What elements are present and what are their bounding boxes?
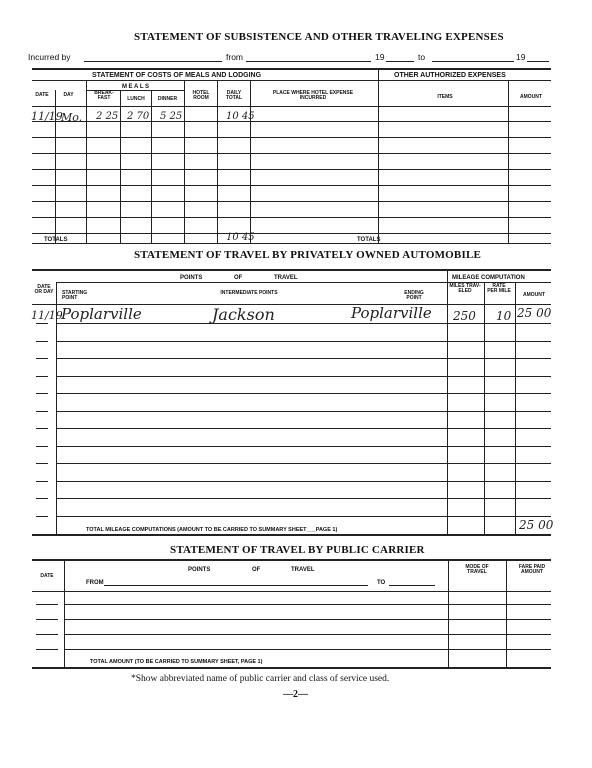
auto-row-rule xyxy=(56,393,551,394)
auto-date-row-rule xyxy=(36,498,48,499)
meals-column-rule xyxy=(250,80,251,243)
col-lunch-header: LUNCH xyxy=(127,96,145,102)
meals-row-rule xyxy=(32,217,551,218)
carrier-row-rule xyxy=(64,634,551,635)
meals-entry-dinner: 5 25 xyxy=(160,111,183,122)
carrier-column-rule xyxy=(448,559,449,667)
auto-date-row-rule xyxy=(36,393,48,394)
meals-entry-daily-total: 10 45 xyxy=(226,111,255,122)
other-totals-label: TOTALS xyxy=(357,237,381,243)
auto-entry-end: Poplarville xyxy=(351,304,432,322)
meals-column-rule xyxy=(55,90,56,243)
col-day-header: DAY xyxy=(63,92,74,98)
auto-row-rule xyxy=(56,428,551,429)
page-title: STATEMENT OF SUBSISTENCE AND OTHER TRAVELING EXPENSES xyxy=(134,31,504,43)
meals-group-label: MEALS xyxy=(122,84,151,90)
auto-entry-amount: 25 00 xyxy=(517,306,552,320)
auto-date-row-rule xyxy=(36,341,48,342)
to-label: to xyxy=(418,52,426,62)
auto-col-start-header: STARTING POINT xyxy=(62,290,88,302)
carrier-row-rule xyxy=(64,619,551,620)
auto-date-row-rule xyxy=(36,411,48,412)
auto-entry-intermediate: Jackson xyxy=(212,305,275,324)
meals-row-rule xyxy=(32,121,551,122)
meals-entry-breakfast: 2 25 xyxy=(96,111,119,122)
mileage-computation-label: MILEAGE COMPUTATION xyxy=(452,275,525,281)
auto-column-rule xyxy=(484,282,485,534)
meals-column-rule xyxy=(378,68,379,243)
auto-row-rule xyxy=(56,358,551,359)
meals-entry-date: 11/19 xyxy=(31,110,63,123)
col-hotel-header: HOTEL ROOM xyxy=(192,90,210,102)
meals-entry-lunch: 2 70 xyxy=(127,111,150,122)
auto-col-end-header: ENDING POINT xyxy=(404,290,424,302)
auto-date-row-rule xyxy=(36,481,48,482)
auto-row-rule xyxy=(56,498,551,499)
auto-date-row-rule xyxy=(36,323,48,324)
auto-table-bottom-rule xyxy=(32,534,551,536)
col-place-header: PLACE WHERE HOTEL EXPENSE INCURRED xyxy=(272,90,354,102)
auto-row-rule xyxy=(56,376,551,377)
meals-column-rule xyxy=(86,80,87,243)
col-amount-header: AMOUNT xyxy=(520,94,542,100)
meals-row-rule xyxy=(32,201,551,202)
carrier-col-fare-header: FARE PAID AMOUNT xyxy=(518,564,546,576)
carrier-total-label: TOTAL AMOUNT (TO BE CARRIED TO SUMMARY SHEET, PAGE 1) xyxy=(90,659,263,665)
col-dinner-header: DINNER xyxy=(157,96,178,102)
auto-row-rule xyxy=(56,341,551,342)
meals-header-bottom-rule xyxy=(32,106,551,107)
col-breakfast-header: BREAK-FAST xyxy=(94,90,114,102)
auto-row-rule xyxy=(56,446,551,447)
other-expenses-title: OTHER AUTHORIZED EXPENSES xyxy=(394,72,506,79)
auto-entry-date: 11/19 xyxy=(31,309,63,322)
meals-totals-daily: 10 45 xyxy=(226,232,255,243)
year-line-2[interactable] xyxy=(527,61,549,62)
auto-total-label: TOTAL MILEAGE COMPUTATIONS (AMOUNT TO BE CARRIED TO SUMMARY SHEET___PAGE 1) xyxy=(86,527,338,533)
carrier-of-label: OF xyxy=(252,567,261,573)
year-line-1[interactable] xyxy=(386,61,414,62)
page-number: —2— xyxy=(283,689,308,700)
carrier-date-row-rule xyxy=(36,619,58,620)
auto-table-top-rule xyxy=(32,269,551,271)
meals-column-rule xyxy=(151,90,152,243)
auto-row-rule xyxy=(56,323,551,324)
carrier-to-label: TO xyxy=(377,580,386,586)
auto-date-row-rule xyxy=(36,446,48,447)
meals-row-rule xyxy=(32,153,551,154)
auto-row-rule xyxy=(56,463,551,464)
auto-date-row-rule xyxy=(36,516,48,517)
auto-col-amount-header: AMOUNT xyxy=(523,292,545,298)
auto-section-title: STATEMENT OF TRAVEL BY PRIVATELY OWNED AUTOMOBILE xyxy=(134,249,482,261)
meals-entry-day: Mo. xyxy=(61,111,83,124)
auto-col-miles-header: MILES TRAV-ELED xyxy=(449,283,481,295)
carrier-header-bottom-rule xyxy=(32,591,551,592)
meals-section-title: STATEMENT OF COSTS OF MEALS AND LODGING xyxy=(92,72,262,79)
carrier-col-mode-header: MODE OF TRAVEL xyxy=(465,564,489,576)
auto-col-date-header: DATE OR DAY xyxy=(34,284,54,296)
carrier-to-line[interactable] xyxy=(389,585,435,586)
meals-column-rule xyxy=(508,80,509,243)
auto-col-rate-header: RATE PER MILE xyxy=(487,283,511,295)
incurred-by-line[interactable] xyxy=(84,61,222,62)
auto-date-row-rule xyxy=(36,428,48,429)
col-daily-header: DAILY TOTAL xyxy=(225,90,243,102)
auto-date-row-rule xyxy=(36,358,48,359)
carrier-column-rule xyxy=(64,559,65,667)
from-label: from xyxy=(226,52,243,62)
to-date-line[interactable] xyxy=(432,61,514,62)
meals-column-rule xyxy=(217,80,218,243)
incurred-by-label: Incurred by xyxy=(28,52,71,62)
auto-date-row-rule xyxy=(36,463,48,464)
auto-date-row-rule xyxy=(36,376,48,377)
meals-row-rule xyxy=(32,137,551,138)
meals-table-bottom-rule xyxy=(32,243,551,244)
year-label-1: 19 xyxy=(375,52,385,62)
auto-row-rule xyxy=(56,516,551,517)
carrier-travel-label: TRAVEL xyxy=(291,567,315,573)
carrier-row-rule xyxy=(64,604,551,605)
auto-entry-start: Poplarville xyxy=(61,305,142,323)
meals-column-rule xyxy=(120,90,121,243)
meals-column-rule xyxy=(184,80,185,243)
auto-column-rule xyxy=(447,269,448,534)
from-date-line[interactable] xyxy=(246,61,371,62)
auto-total-amount: 25 00 xyxy=(519,518,554,532)
auto-column-rule xyxy=(56,282,57,534)
col-items-header: ITEMS xyxy=(437,94,453,100)
year-label-2: 19 xyxy=(516,52,526,62)
auto-points-label-points: POINTS OF TRAVEL xyxy=(180,275,298,281)
carrier-date-row-rule xyxy=(36,649,58,650)
carrier-col-date-header: DATE xyxy=(40,573,54,579)
carrier-table-bottom-rule xyxy=(32,667,551,669)
auto-row-rule xyxy=(56,411,551,412)
carrier-column-rule xyxy=(506,559,507,667)
meals-row-rule xyxy=(32,233,551,234)
carrier-row-rule xyxy=(64,649,551,650)
auto-column-rule xyxy=(515,282,516,534)
auto-entry-miles: 250 xyxy=(453,309,476,323)
auto-row-rule xyxy=(56,481,551,482)
carrier-from-line[interactable] xyxy=(104,585,368,586)
meals-row-rule xyxy=(32,169,551,170)
carrier-date-row-rule xyxy=(36,634,58,635)
meals-title-rule xyxy=(32,80,551,81)
meals-totals-label: TOTALS xyxy=(44,237,68,243)
carrier-points-label: POINTS xyxy=(188,567,211,573)
auto-entry-rate: 10 xyxy=(496,309,512,323)
carrier-section-title: STATEMENT OF TRAVEL BY PUBLIC CARRIER xyxy=(170,544,425,556)
carrier-date-row-rule xyxy=(36,604,58,605)
meals-row-rule xyxy=(32,185,551,186)
carrier-table-top-rule xyxy=(32,559,551,561)
footnote: *Show abbreviated name of public carrier and class of service used. xyxy=(131,674,390,684)
auto-col-inter-header: INTERMEDIATE POINTS xyxy=(220,290,278,296)
meals-table-top-rule xyxy=(32,68,551,70)
carrier-from-label: FROM xyxy=(86,580,104,586)
col-date-header: DATE xyxy=(35,92,49,98)
